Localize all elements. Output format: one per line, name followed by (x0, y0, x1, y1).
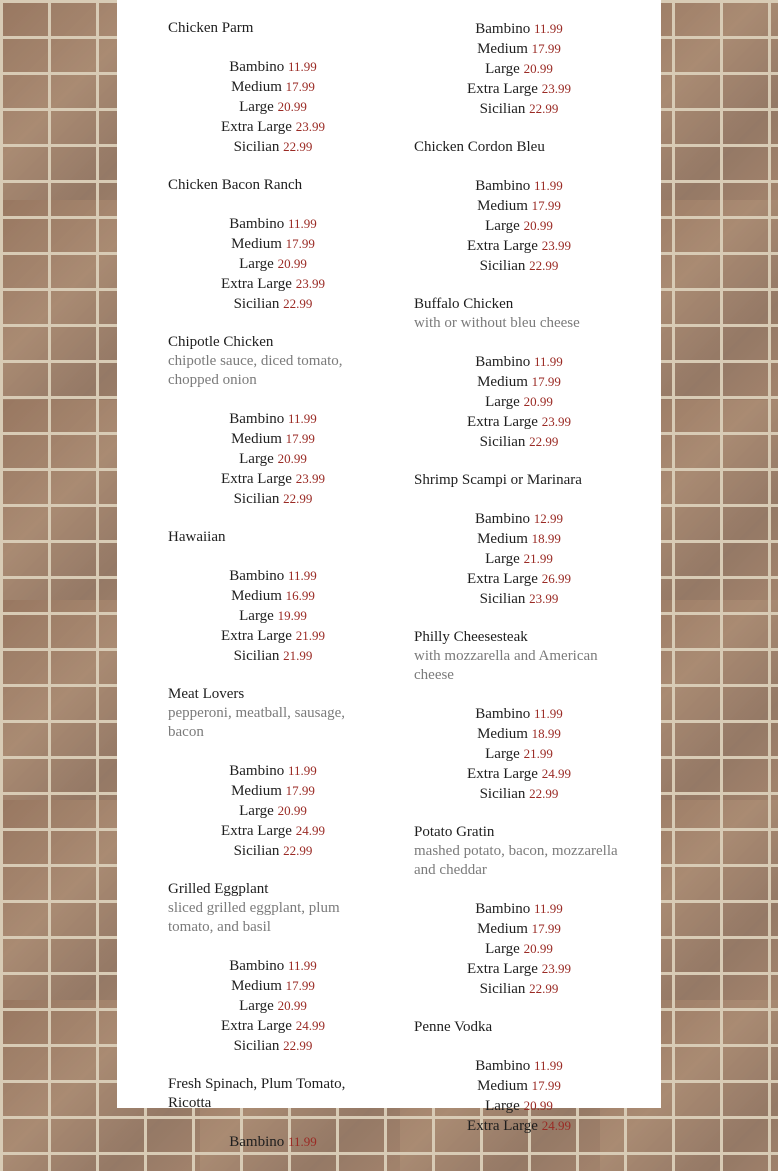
price-row (168, 469, 378, 489)
price-list (414, 352, 624, 452)
menu-item-philly-cheesesteak (414, 628, 624, 804)
size-label: Bambino (229, 216, 285, 232)
price-value: 12.99 (533, 511, 563, 526)
size-label: Extra Large (467, 766, 538, 782)
price-row (168, 606, 378, 626)
price-row (168, 234, 378, 254)
price-row (168, 489, 378, 509)
price-value: 23.99 (541, 961, 571, 976)
menu-item-hawaiian (168, 528, 378, 666)
price-row (168, 57, 378, 77)
size-label: Sicilian (479, 258, 526, 274)
price-row (168, 1016, 378, 1036)
price-list (414, 19, 624, 119)
menu-item-grilled-eggplant (168, 880, 378, 1056)
menu-item-description: chipotle sauce, diced tomato, chopped onion (168, 353, 343, 388)
size-label: Sicilian (479, 786, 526, 802)
price-value: 11.99 (533, 178, 563, 193)
price-row (168, 1132, 378, 1152)
price-row (168, 781, 378, 801)
size-label: Medium (477, 921, 528, 937)
menu-item-description: pepperoni, meatball, sausage, bacon (168, 705, 346, 740)
price-list (414, 704, 624, 804)
price-value: 11.99 (287, 216, 317, 231)
price-value: 21.99 (295, 628, 325, 643)
price-row (414, 216, 624, 236)
price-row (414, 509, 624, 529)
price-value: 11.99 (533, 901, 563, 916)
size-label: Bambino (475, 178, 531, 194)
size-label: Bambino (475, 21, 531, 37)
menu-item-name: Shrimp Scampi or Marinara (414, 472, 582, 488)
price-row (168, 996, 378, 1016)
size-label: Extra Large (467, 81, 538, 97)
price-value: 23.99 (541, 238, 571, 253)
size-label: Medium (231, 783, 282, 799)
menu-item-buffalo-chicken (414, 295, 624, 452)
size-label: Large (485, 941, 520, 957)
price-value: 20.99 (523, 1098, 553, 1113)
price-value: 20.99 (277, 99, 307, 114)
price-row (414, 432, 624, 452)
size-label: Medium (477, 374, 528, 390)
price-row (414, 1056, 624, 1076)
price-row (414, 959, 624, 979)
menu-item-name: Meat Lovers (168, 686, 245, 702)
size-label: Medium (231, 431, 282, 447)
price-row (168, 1036, 378, 1056)
price-row (168, 137, 378, 157)
price-row (168, 841, 378, 861)
size-label: Extra Large (221, 119, 292, 135)
price-value: 22.99 (529, 101, 559, 116)
price-value: 17.99 (285, 79, 315, 94)
size-label: Large (485, 394, 520, 410)
size-label: Extra Large (467, 1118, 538, 1134)
menu-item-name: Buffalo Chicken (414, 296, 514, 312)
price-value: 11.99 (533, 354, 563, 369)
price-value: 20.99 (523, 394, 553, 409)
price-value: 11.99 (287, 958, 317, 973)
price-value: 17.99 (531, 374, 561, 389)
price-row (414, 256, 624, 276)
size-label: Large (239, 803, 274, 819)
menu-item-continued (414, 19, 624, 119)
price-row (414, 352, 624, 372)
size-label: Sicilian (233, 648, 280, 664)
price-list (168, 409, 378, 509)
size-label: Bambino (229, 958, 285, 974)
price-value: 16.99 (285, 588, 315, 603)
price-row (414, 1096, 624, 1116)
price-value: 11.99 (533, 21, 563, 36)
price-list (168, 214, 378, 314)
menu-item-name: Potato Gratin (414, 824, 495, 840)
size-label: Sicilian (479, 981, 526, 997)
menu-item-name: Philly Cheesesteak (414, 629, 528, 645)
price-value: 11.99 (287, 1134, 317, 1149)
size-label: Extra Large (467, 571, 538, 587)
price-row (168, 294, 378, 314)
price-value: 23.99 (541, 81, 571, 96)
menu-item-meat-lovers (168, 685, 378, 861)
menu-item-name: Chipotle Chicken (168, 334, 274, 350)
price-value: 17.99 (531, 41, 561, 56)
size-label: Sicilian (233, 139, 280, 155)
price-row (414, 236, 624, 256)
price-row (414, 784, 624, 804)
menu-item-fresh-spinach-plum-tomato-ricotta (168, 1075, 378, 1152)
price-value: 17.99 (285, 431, 315, 446)
price-row (414, 529, 624, 549)
price-value: 17.99 (531, 921, 561, 936)
price-row (414, 979, 624, 999)
menu-item-name: Chicken Cordon Bleu (414, 139, 545, 155)
price-row (414, 412, 624, 432)
price-row (414, 1076, 624, 1096)
price-row (168, 761, 378, 781)
size-label: Extra Large (467, 238, 538, 254)
price-value: 26.99 (541, 571, 571, 586)
size-label: Sicilian (233, 843, 280, 859)
size-label: Medium (231, 588, 282, 604)
price-row (168, 97, 378, 117)
price-value: 21.99 (283, 648, 313, 663)
price-row (414, 1116, 624, 1136)
price-value: 11.99 (287, 411, 317, 426)
size-label: Extra Large (221, 1018, 292, 1034)
price-value: 23.99 (541, 414, 571, 429)
price-value: 17.99 (285, 783, 315, 798)
menu-item-shrimp-scampi-or-marinara (414, 471, 624, 609)
price-value: 20.99 (277, 451, 307, 466)
price-value: 20.99 (277, 256, 307, 271)
size-label: Medium (477, 41, 528, 57)
price-list (168, 566, 378, 666)
price-value: 24.99 (541, 1118, 571, 1133)
price-value: 11.99 (533, 706, 563, 721)
size-label: Extra Large (467, 414, 538, 430)
size-label: Extra Large (221, 276, 292, 292)
size-label: Large (239, 998, 274, 1014)
price-row (168, 821, 378, 841)
price-row (414, 196, 624, 216)
price-row (414, 59, 624, 79)
price-row (414, 589, 624, 609)
price-value: 20.99 (523, 61, 553, 76)
price-row (414, 392, 624, 412)
menu-page (117, 0, 661, 1150)
price-value: 21.99 (523, 746, 553, 761)
price-row (168, 77, 378, 97)
size-label: Large (239, 608, 274, 624)
price-row (168, 586, 378, 606)
menu-item-description: with or without bleu cheese (414, 315, 580, 331)
size-label: Bambino (229, 568, 285, 584)
menu-item-name: Hawaiian (168, 529, 226, 545)
size-label: Medium (477, 531, 528, 547)
price-value: 22.99 (283, 1038, 313, 1053)
price-value: 23.99 (295, 119, 325, 134)
price-list (414, 176, 624, 276)
price-row (414, 99, 624, 119)
size-label: Large (239, 256, 274, 272)
size-label: Large (239, 451, 274, 467)
size-label: Bambino (229, 59, 285, 75)
size-label: Extra Large (221, 823, 292, 839)
menu-item-chicken-cordon-bleu (414, 138, 624, 276)
size-label: Extra Large (221, 471, 292, 487)
menu-item-name: Fresh Spinach, Plum Tomato, Ricotta (168, 1076, 346, 1111)
price-row (414, 39, 624, 59)
price-row (168, 646, 378, 666)
price-value: 23.99 (295, 276, 325, 291)
price-row (168, 117, 378, 137)
menu-item-name: Penne Vodka (414, 1019, 493, 1035)
price-list (168, 57, 378, 157)
menu-item-chicken-parm (168, 19, 378, 157)
menu-item-description: sliced grilled eggplant, plum tomato, and basil (168, 900, 340, 935)
price-row (414, 79, 624, 99)
size-label: Bambino (229, 411, 285, 427)
price-value: 24.99 (295, 823, 325, 838)
price-row (414, 372, 624, 392)
price-value: 22.99 (283, 139, 313, 154)
price-row (414, 704, 624, 724)
price-value: 24.99 (295, 1018, 325, 1033)
price-value: 20.99 (277, 998, 307, 1013)
price-row (414, 744, 624, 764)
size-label: Large (485, 61, 520, 77)
size-label: Medium (477, 198, 528, 214)
size-label: Bambino (475, 1058, 531, 1074)
size-label: Sicilian (479, 101, 526, 117)
size-label: Bambino (229, 763, 285, 779)
price-row (168, 956, 378, 976)
size-label: Large (239, 99, 274, 115)
menu-item-description: with mozzarella and American cheese (414, 648, 598, 683)
size-label: Extra Large (467, 961, 538, 977)
menu-item-name: Chicken Bacon Ranch (168, 177, 303, 193)
price-value: 18.99 (531, 531, 561, 546)
size-label: Medium (477, 726, 528, 742)
size-label: Bambino (475, 706, 531, 722)
size-label: Large (485, 218, 520, 234)
price-value: 20.99 (277, 803, 307, 818)
price-value: 11.99 (287, 59, 317, 74)
price-row (168, 449, 378, 469)
price-value: 11.99 (533, 1058, 563, 1073)
size-label: Medium (231, 236, 282, 252)
size-label: Sicilian (233, 296, 280, 312)
price-value: 17.99 (531, 1078, 561, 1093)
size-label: Sicilian (233, 491, 280, 507)
price-value: 11.99 (287, 568, 317, 583)
menu-column-right (414, 0, 624, 1155)
price-row (168, 626, 378, 646)
price-list (168, 1132, 378, 1152)
menu-item-chipotle-chicken (168, 333, 378, 509)
price-row (414, 919, 624, 939)
price-value: 22.99 (283, 843, 313, 858)
size-label: Large (485, 1098, 520, 1114)
price-list (168, 956, 378, 1056)
price-value: 22.99 (529, 786, 559, 801)
price-list (414, 509, 624, 609)
price-row (168, 274, 378, 294)
price-value: 20.99 (523, 941, 553, 956)
size-label: Medium (231, 79, 282, 95)
price-row (414, 569, 624, 589)
price-row (168, 429, 378, 449)
menu-item-penne-vodka (414, 1018, 624, 1136)
price-list (168, 761, 378, 861)
size-label: Sicilian (479, 434, 526, 450)
size-label: Medium (231, 978, 282, 994)
price-row (414, 899, 624, 919)
price-value: 22.99 (529, 258, 559, 273)
price-value: 23.99 (295, 471, 325, 486)
price-value: 17.99 (285, 978, 315, 993)
price-value: 20.99 (523, 218, 553, 233)
size-label: Bambino (229, 1134, 285, 1150)
price-value: 24.99 (541, 766, 571, 781)
price-list (414, 899, 624, 999)
price-row (414, 549, 624, 569)
price-row (168, 254, 378, 274)
price-value: 22.99 (529, 434, 559, 449)
price-value: 22.99 (283, 296, 313, 311)
size-label: Large (485, 746, 520, 762)
price-row (168, 566, 378, 586)
price-row (168, 976, 378, 996)
menu-column-left (168, 19, 378, 1171)
size-label: Medium (477, 1078, 528, 1094)
menu-item-chicken-bacon-ranch (168, 176, 378, 314)
price-list (414, 1056, 624, 1136)
price-value: 22.99 (283, 491, 313, 506)
menu-item-name: Grilled Eggplant (168, 881, 269, 897)
price-row (168, 801, 378, 821)
size-label: Bambino (475, 354, 531, 370)
price-value: 18.99 (531, 726, 561, 741)
price-value: 21.99 (523, 551, 553, 566)
menu-item-description: mashed potato, bacon, mozzarella and cheddar (414, 843, 618, 878)
price-row (414, 764, 624, 784)
price-row (414, 176, 624, 196)
price-value: 11.99 (287, 763, 317, 778)
menu-item-name: Chicken Parm (168, 20, 254, 36)
price-row (168, 409, 378, 429)
price-row (168, 214, 378, 234)
price-value: 19.99 (277, 608, 307, 623)
price-value: 22.99 (529, 981, 559, 996)
size-label: Extra Large (221, 628, 292, 644)
price-value: 17.99 (531, 198, 561, 213)
size-label: Bambino (475, 901, 531, 917)
size-label: Sicilian (233, 1038, 280, 1054)
price-row (414, 724, 624, 744)
price-value: 17.99 (285, 236, 315, 251)
price-row (414, 19, 624, 39)
menu-item-potato-gratin (414, 823, 624, 999)
price-value: 23.99 (529, 591, 559, 606)
price-row (414, 939, 624, 959)
size-label: Sicilian (479, 591, 526, 607)
size-label: Bambino (475, 511, 530, 527)
size-label: Large (485, 551, 520, 567)
